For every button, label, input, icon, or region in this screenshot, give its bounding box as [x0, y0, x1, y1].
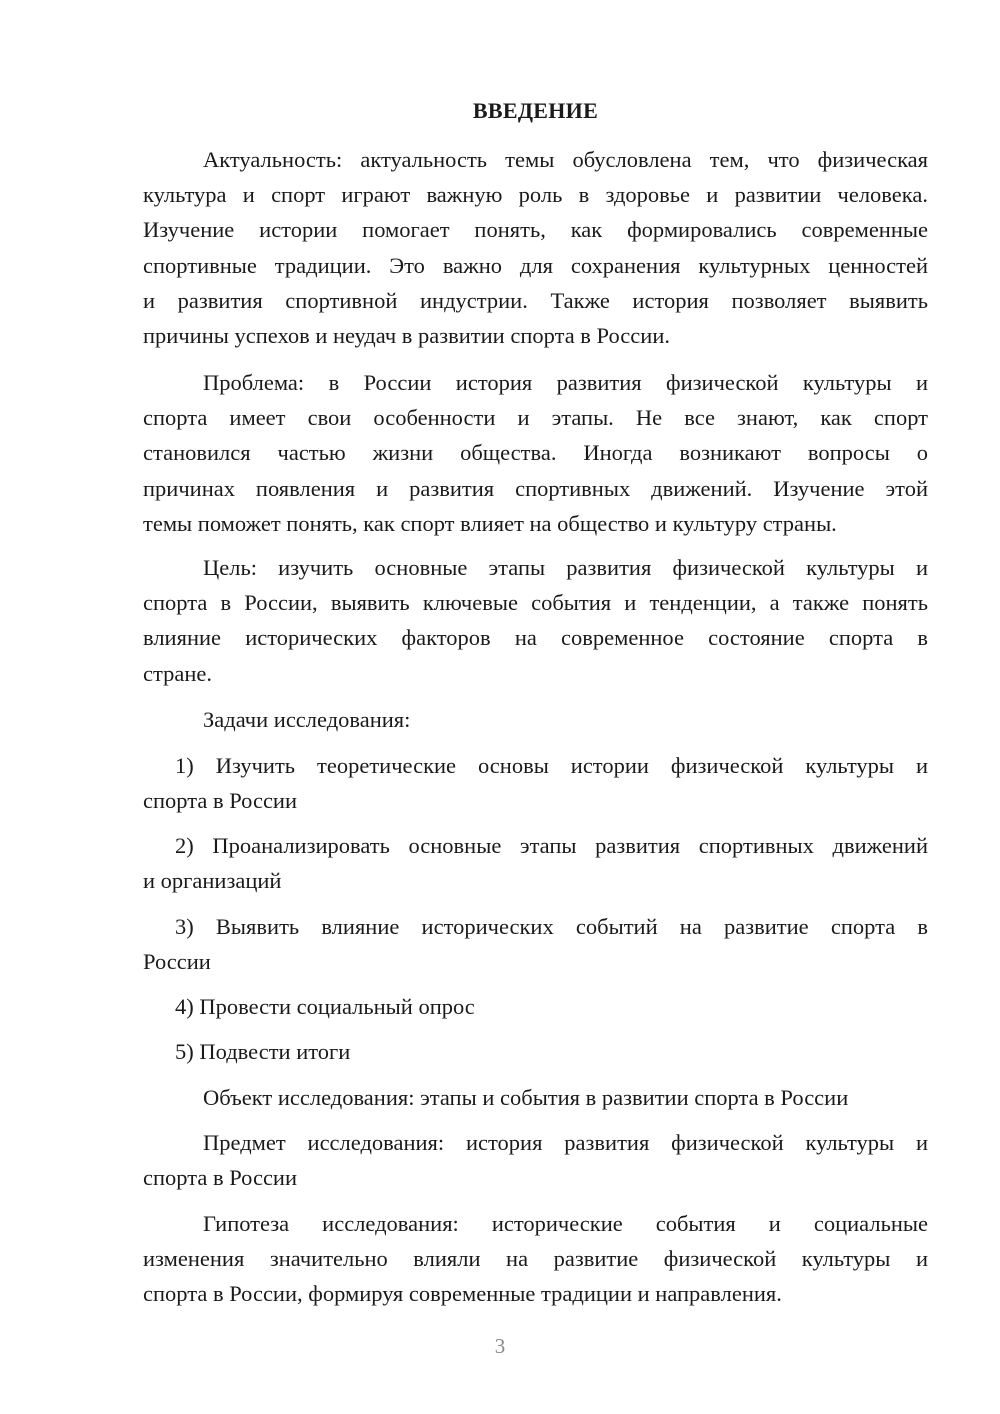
text-line: темы поможет понять, как спорт влияет на общество и культуру страны. — [143, 510, 837, 536]
text-line: 4) Провести социальный опрос — [175, 994, 475, 1019]
tasks-heading — [143, 702, 928, 737]
text-line: становился частью жизни общества. Иногда возникают вопросы о — [143, 440, 928, 466]
paragraph-hypothesis — [143, 1206, 928, 1312]
text-line: изменения значительно влияли на развитие физической культуры и — [143, 1246, 928, 1272]
text-line: Гипотеза исследования: исторические события и социальные — [203, 1211, 928, 1236]
paragraph-problem — [143, 365, 928, 541]
text-line: Задачи исследования: — [203, 707, 411, 732]
task-item-4 — [143, 989, 928, 1024]
text-line: 3) Выявить влияние исторических событий на развитие спорта в — [175, 914, 928, 939]
text-line: Актуальность: актуальность темы обусловлена тем, что физическая — [203, 147, 928, 172]
text-line: Объект исследования: этапы и события в развитии спорта в России — [203, 1085, 849, 1110]
task-item-1 — [143, 748, 928, 818]
page-heading: ВВЕДЕНИЕ — [472, 98, 599, 123]
text-line: 1) Изучить теоретические основы истории физической культуры и — [175, 753, 928, 778]
text-line: и развития спортивной индустрии. Также история позволяет выявить — [143, 287, 928, 313]
text-line: спортивные традиции. Это важно для сохранения культурных ценностей — [143, 252, 928, 278]
text-line: стране. — [143, 660, 212, 686]
text-line: и организаций — [143, 868, 282, 894]
task-item-2 — [143, 828, 928, 898]
text-line: спорта имеет свои особенности и этапы. Не все знают, как спорт — [143, 405, 928, 431]
text-line: России — [143, 949, 211, 975]
text-line: Предмет исследования: история развития физической культуры и — [203, 1130, 928, 1155]
task-item-3 — [143, 909, 928, 979]
text-line: Изучение истории помогает понять, как формировались современные — [143, 217, 928, 243]
text-line: 2) Проанализировать основные этапы развития спортивных движений — [175, 833, 928, 858]
text-line: причинах появления и развития спортивных движений. Изучение этой — [143, 475, 928, 501]
text-line: спорта в России, выявить ключевые события и тенденции, а также понять — [143, 590, 928, 616]
text-line: культура и спорт играют важную роль в здоровье и развитии человека. — [143, 182, 928, 208]
text-line: спорта в России, формируя современные традиции и направления. — [143, 1281, 782, 1307]
text-line: спорта в России — [143, 1165, 298, 1191]
paragraph-relevance — [143, 142, 928, 353]
task-item-5 — [143, 1034, 928, 1069]
paragraph-object — [143, 1080, 928, 1115]
paragraph-subject — [143, 1125, 928, 1195]
text-line: 5) Подвести итоги — [175, 1039, 351, 1064]
text-line: Цель: изучить основные этапы развития физической культуры и — [203, 555, 928, 580]
paragraph-goal — [143, 550, 928, 691]
text-line: влияние исторических факторов на современное состояние спорта в — [143, 625, 928, 651]
text-line: причины успехов и неудач в развитии спорта в России. — [143, 322, 670, 348]
text-line: спорта в России — [143, 788, 298, 814]
text-line: Проблема: в России история развития физической культуры и — [203, 370, 928, 395]
page-number: 3 — [494, 1334, 506, 1358]
